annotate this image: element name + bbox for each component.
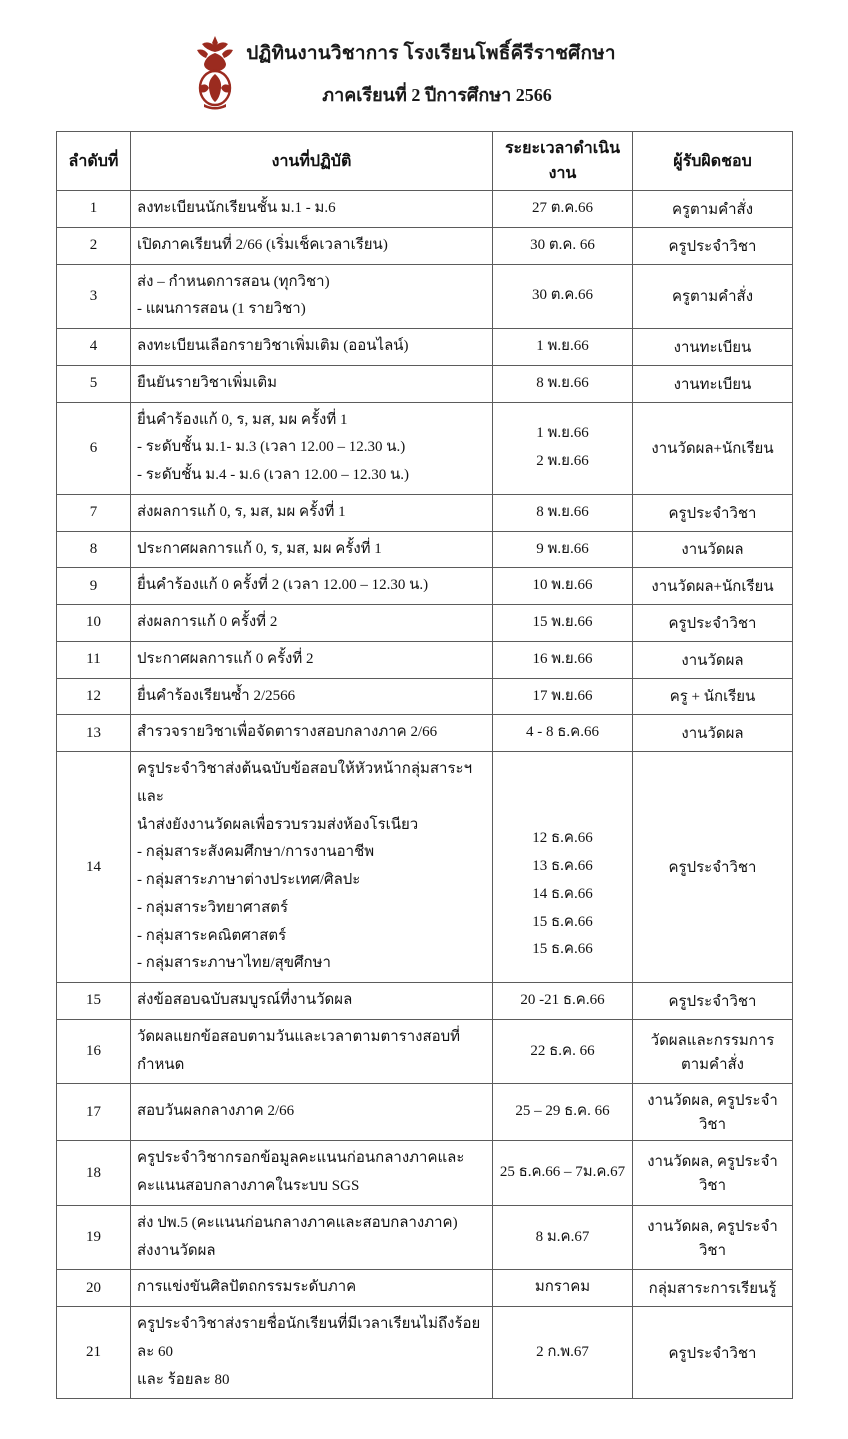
- table-row: [57, 678, 793, 715]
- table-row: [57, 494, 793, 531]
- cell-no: 15: [57, 983, 131, 1020]
- cell-responsible: ครูประจำวิชา: [633, 752, 793, 983]
- cell-no: 14: [57, 752, 131, 983]
- cell-no: 3: [57, 264, 131, 329]
- table-row: [57, 983, 793, 1020]
- cell-period: มกราคม: [493, 1270, 633, 1307]
- table-row: [57, 641, 793, 678]
- cell-task: สำรวจรายวิชาเพื่อจัดตารางสอบกลางภาค 2/66: [131, 715, 493, 752]
- cell-responsible: งานวัดผล, ครูประจำวิชา: [633, 1205, 793, 1270]
- cell-period: 27 ต.ค.66: [493, 191, 633, 228]
- cell-no: 12: [57, 678, 131, 715]
- table-row: [57, 402, 793, 494]
- cell-task: ยื่นคำร้องเรียนซ้ำ 2/2566: [131, 678, 493, 715]
- cell-task: ครูประจำวิชาส่งต้นฉบับข้อสอบให้หัวหน้ากลุ่มสาระฯ และ นำส่งยังงานวัดผลเพื่อรวบรวมส่งห้องโรเนียว - กลุ่มสาระสังคมศึกษา/การงานอาชีพ - กลุ่มสาระภาษาต่างประเทศ/ศิลปะ - กลุ่มสาระวิทยาศาสตร์ - กลุ่มสาระคณิตศาสตร์ - กลุ่มสาระภาษาไทย/สุขศึกษา: [131, 752, 493, 983]
- cell-task: ยืนยันรายวิชาเพิ่มเติม: [131, 365, 493, 402]
- cell-responsible: งานวัดผล: [633, 531, 793, 568]
- cell-period: 30 ต.ค. 66: [493, 227, 633, 264]
- cell-task: ประกาศผลการแก้ 0, ร, มส, มผ ครั้งที่ 1: [131, 531, 493, 568]
- table-row: [57, 1084, 793, 1141]
- cell-task: ลงทะเบียนเลือกรายวิชาเพิ่มเติม (ออนไลน์): [131, 329, 493, 366]
- cell-no: 5: [57, 365, 131, 402]
- cell-task: ส่ง ปพ.5 (คะแนนก่อนกลางภาคและสอบกลางภาค) ส่งงานวัดผล: [131, 1205, 493, 1270]
- document-header: [56, 28, 792, 121]
- table-row: [57, 227, 793, 264]
- cell-no: 6: [57, 402, 131, 494]
- academic-calendar-table: [56, 131, 793, 1399]
- table-row: [57, 1307, 793, 1399]
- table-row: [57, 1205, 793, 1270]
- school-emblem-icon: [188, 34, 242, 112]
- cell-responsible: งานวัดผล+นักเรียน: [633, 402, 793, 494]
- cell-responsible: งานวัดผล+นักเรียน: [633, 568, 793, 605]
- table-body: [57, 191, 793, 1399]
- cell-no: 8: [57, 531, 131, 568]
- cell-task: ส่ง – กำหนดการสอน (ทุกวิชา) - แผนการสอน (1 รายวิชา): [131, 264, 493, 329]
- cell-responsible: ครูประจำวิชา: [633, 983, 793, 1020]
- column-header-no: ลำดับที่: [57, 132, 131, 191]
- cell-period: 25 ธ.ค.66 – 7ม.ค.67: [493, 1141, 633, 1206]
- document-title-line-1: ปฏิทินงานวิชาการ โรงเรียนโพธิ์คีรีราชศึกษา: [246, 43, 616, 64]
- cell-no: 17: [57, 1084, 131, 1141]
- table-row: [57, 1019, 793, 1084]
- cell-responsible: งานทะเบียน: [633, 329, 793, 366]
- cell-task: ยื่นคำร้องแก้ 0, ร, มส, มผ ครั้งที่ 1 - ระดับชั้น ม.1- ม.3 (เวลา 12.00 – 12.30 น.) - ระดับชั้น ม.4 - ม.6 (เวลา 12.00 – 12.30 น.): [131, 402, 493, 494]
- cell-task: วัดผลแยกข้อสอบตามวันและเวลาตามตารางสอบที่กำหนด: [131, 1019, 493, 1084]
- cell-period: 15 พ.ย.66: [493, 605, 633, 642]
- cell-responsible: ครู + นักเรียน: [633, 678, 793, 715]
- cell-period: 12 ธ.ค.66 13 ธ.ค.66 14 ธ.ค.66 15 ธ.ค.66 15 ธ.ค.66: [493, 752, 633, 983]
- cell-no: 18: [57, 1141, 131, 1206]
- table-header-row: [57, 132, 793, 191]
- cell-no: 13: [57, 715, 131, 752]
- cell-task: ยื่นคำร้องแก้ 0 ครั้งที่ 2 (เวลา 12.00 – 12.30 น.): [131, 568, 493, 605]
- cell-responsible: งานวัดผล, ครูประจำวิชา: [633, 1084, 793, 1141]
- cell-period: 17 พ.ย.66: [493, 678, 633, 715]
- cell-responsible: ครูประจำวิชา: [633, 494, 793, 531]
- cell-period: 2 ก.พ.67: [493, 1307, 633, 1399]
- cell-task: การแข่งขันศิลปัตถกรรมระดับภาค: [131, 1270, 493, 1307]
- cell-responsible: วัดผลและกรรมการตามคำสั่ง: [633, 1019, 793, 1084]
- cell-responsible: ครูตามคำสั่ง: [633, 191, 793, 228]
- cell-responsible: งานวัดผล: [633, 715, 793, 752]
- cell-responsible: ครูประจำวิชา: [633, 1307, 793, 1399]
- cell-period: 8 ม.ค.67: [493, 1205, 633, 1270]
- cell-period: 8 พ.ย.66: [493, 494, 633, 531]
- cell-no: 16: [57, 1019, 131, 1084]
- cell-no: 19: [57, 1205, 131, 1270]
- cell-no: 4: [57, 329, 131, 366]
- cell-responsible: งานทะเบียน: [633, 365, 793, 402]
- table-row: [57, 191, 793, 228]
- cell-no: 10: [57, 605, 131, 642]
- table-row: [57, 1270, 793, 1307]
- cell-no: 9: [57, 568, 131, 605]
- cell-no: 11: [57, 641, 131, 678]
- cell-period: 8 พ.ย.66: [493, 365, 633, 402]
- cell-task: เปิดภาคเรียนที่ 2/66 (เริ่มเช็คเวลาเรียน): [131, 227, 493, 264]
- table-row: [57, 605, 793, 642]
- cell-responsible: งานวัดผล: [633, 641, 793, 678]
- cell-task: ครูประจำวิชาส่งรายชื่อนักเรียนที่มีเวลาเรียนไม่ถึงร้อยละ 60 และ ร้อยละ 80: [131, 1307, 493, 1399]
- column-header-responsible: ผู้รับผิดชอบ: [633, 132, 793, 191]
- cell-period: 25 – 29 ธ.ค. 66: [493, 1084, 633, 1141]
- cell-period: 4 - 8 ธ.ค.66: [493, 715, 633, 752]
- cell-task: ส่งผลการแก้ 0, ร, มส, มผ ครั้งที่ 1: [131, 494, 493, 531]
- cell-period: 20 -21 ธ.ค.66: [493, 983, 633, 1020]
- cell-period: 1 พ.ย.66 2 พ.ย.66: [493, 402, 633, 494]
- cell-responsible: งานวัดผล, ครูประจำวิชา: [633, 1141, 793, 1206]
- table-row: [57, 568, 793, 605]
- cell-period: 30 ต.ค.66: [493, 264, 633, 329]
- table-row: [57, 531, 793, 568]
- cell-period: 1 พ.ย.66: [493, 329, 633, 366]
- cell-no: 7: [57, 494, 131, 531]
- table-row: [57, 365, 793, 402]
- cell-task: ประกาศผลการแก้ 0 ครั้งที่ 2: [131, 641, 493, 678]
- table-row: [57, 752, 793, 983]
- cell-task: ลงทะเบียนนักเรียนชั้น ม.1 - ม.6: [131, 191, 493, 228]
- cell-task: สอบวันผลกลางภาค 2/66: [131, 1084, 493, 1141]
- cell-period: 9 พ.ย.66: [493, 531, 633, 568]
- column-header-period: ระยะเวลาดำเนินงาน: [493, 132, 633, 191]
- cell-responsible: กลุ่มสาระการเรียนรู้: [633, 1270, 793, 1307]
- cell-period: 16 พ.ย.66: [493, 641, 633, 678]
- cell-responsible: ครูประจำวิชา: [633, 227, 793, 264]
- cell-task: ครูประจำวิชากรอกข้อมูลคะแนนก่อนกลางภาคและ คะแนนสอบกลางภาคในระบบ SGS: [131, 1141, 493, 1206]
- cell-period: 10 พ.ย.66: [493, 568, 633, 605]
- cell-no: 2: [57, 227, 131, 264]
- table-row: [57, 715, 793, 752]
- cell-responsible: ครูตามคำสั่ง: [633, 264, 793, 329]
- cell-task: ส่งข้อสอบฉบับสมบูรณ์ที่งานวัดผล: [131, 983, 493, 1020]
- table-row: [57, 264, 793, 329]
- cell-no: 1: [57, 191, 131, 228]
- cell-no: 21: [57, 1307, 131, 1399]
- cell-task: ส่งผลการแก้ 0 ครั้งที่ 2: [131, 605, 493, 642]
- cell-responsible: ครูประจำวิชา: [633, 605, 793, 642]
- cell-period: 22 ธ.ค. 66: [493, 1019, 633, 1084]
- cell-no: 20: [57, 1270, 131, 1307]
- table-row: [57, 329, 793, 366]
- document-title-line-2: ภาคเรียนที่ 2 ปีการศึกษา 2566: [322, 85, 552, 105]
- table-row: [57, 1141, 793, 1206]
- column-header-task: งานที่ปฏิบัติ: [131, 132, 493, 191]
